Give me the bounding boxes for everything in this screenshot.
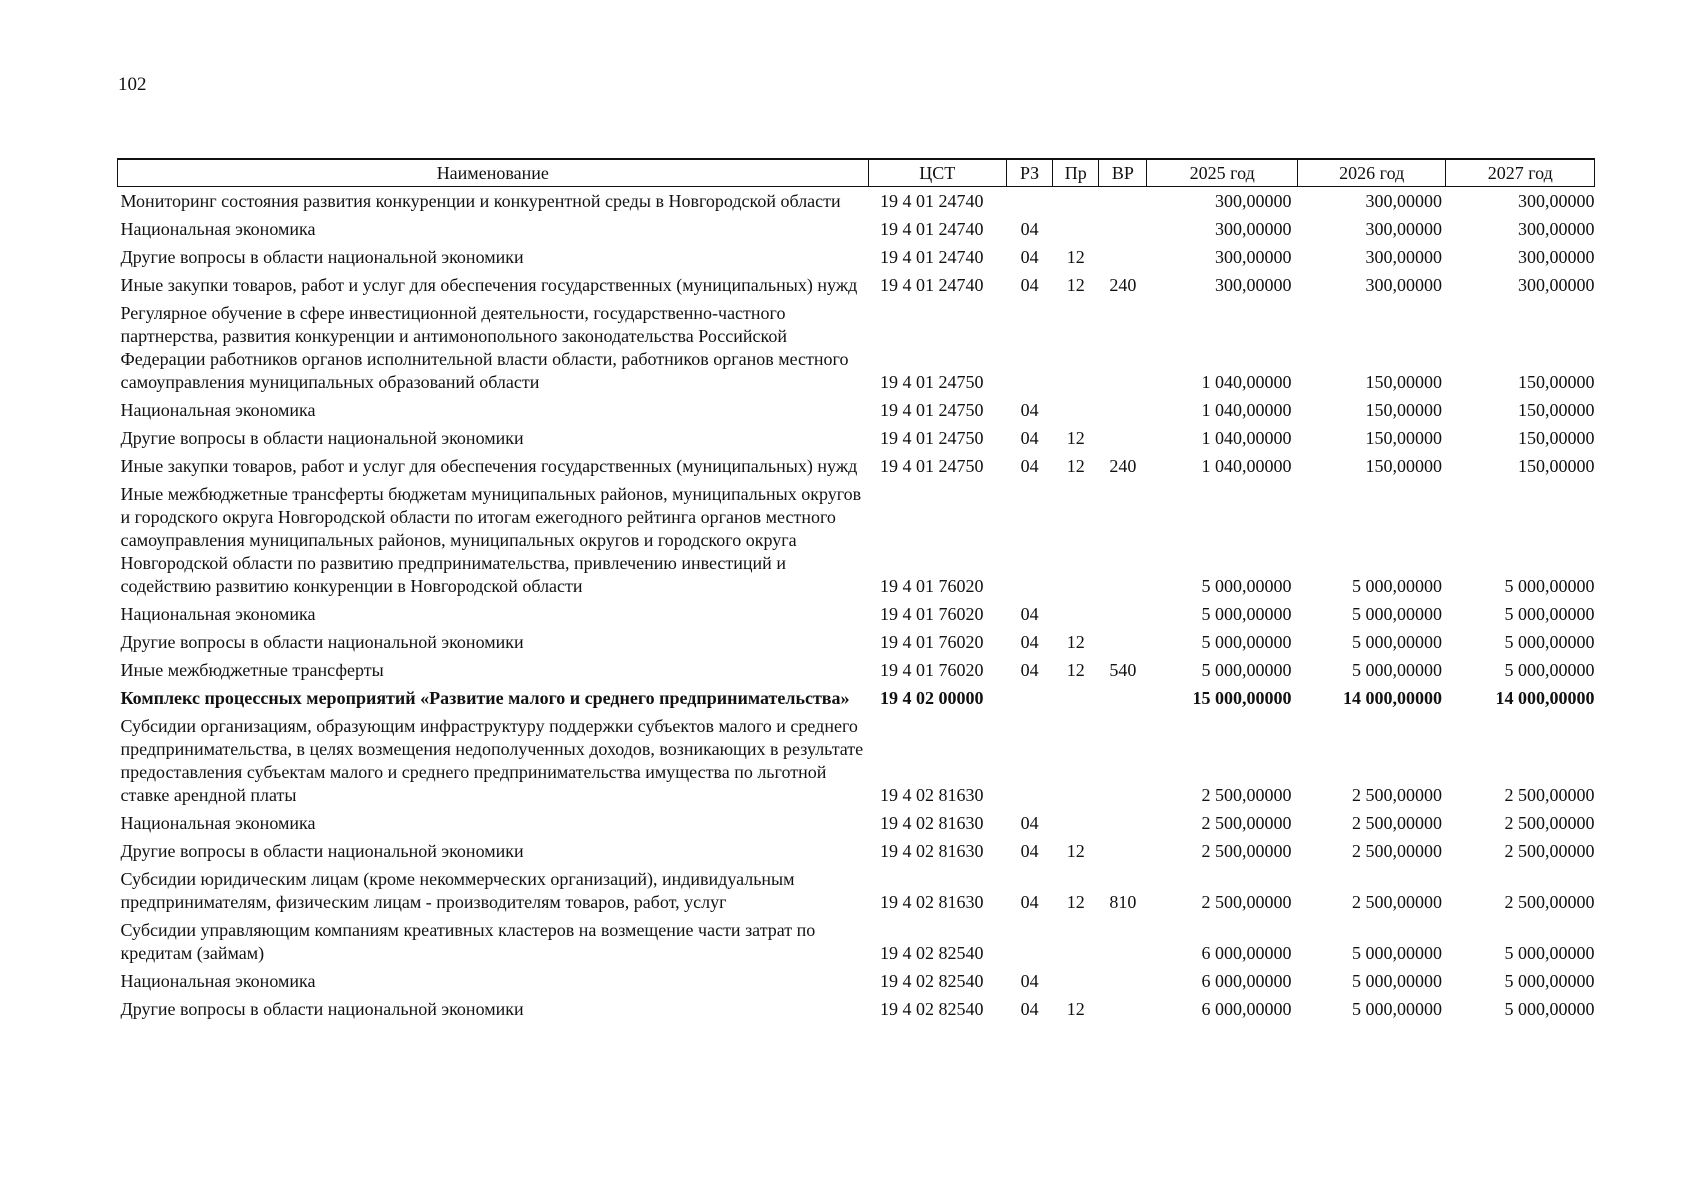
row-cst: 19 4 02 81630 [880, 785, 984, 805]
row-cst: 19 4 02 82540 [880, 943, 984, 963]
row-rz [1007, 712, 1053, 809]
row-2026: 2 500,00000 [1351, 892, 1442, 912]
row-cst: 19 4 01 76020 [880, 632, 984, 652]
row-name: Иные межбюджетные трансферты [120, 660, 384, 680]
row-name: Субсидии организациям, образующим инфраструктуру поддержки субъектов малого и среднего предпринимательства, в целях возмещения недополученных доходов, возникающих в результате предоставления субъектам малого и среднего предпринимательства имущества по льготной ставке арендной платы [120, 716, 864, 805]
row-rz [1007, 187, 1053, 216]
table-row [118, 396, 1595, 424]
table-row [118, 865, 1595, 916]
row-cst: 19 4 02 82540 [880, 999, 984, 1019]
row-name: Национальная экономика [120, 219, 316, 239]
row-vr [1099, 299, 1147, 396]
table-row [118, 215, 1595, 243]
row-cst: 19 4 01 76020 [880, 576, 984, 596]
row-2025: 1 040,00000 [1201, 400, 1292, 420]
row-pr [1053, 299, 1099, 396]
row-2026: 14 000,00000 [1342, 688, 1442, 708]
row-rz [1007, 684, 1053, 712]
row-pr: 12 [1066, 428, 1085, 448]
row-2026: 150,00000 [1365, 400, 1442, 420]
row-rz: 04 [1020, 660, 1039, 680]
row-rz: 04 [1020, 219, 1039, 239]
row-vr [1099, 684, 1147, 712]
row-2025: 5 000,00000 [1201, 604, 1292, 624]
row-name: Национальная экономика [120, 971, 316, 991]
row-2025: 5 000,00000 [1201, 632, 1292, 652]
row-2025: 6 000,00000 [1201, 943, 1292, 963]
row-name: Мониторинг состояния развития конкуренции и конкурентной среды в Новгородской области [120, 191, 841, 211]
row-2025: 2 500,00000 [1201, 892, 1292, 912]
row-name: Субсидии управляющим компаниям креативных кластеров на возмещение части затрат по кредитам (займам) [120, 920, 816, 963]
row-pr [1053, 396, 1099, 424]
row-2026: 2 500,00000 [1351, 785, 1442, 805]
row-2027: 2 500,00000 [1504, 785, 1595, 805]
budget-table [117, 158, 1595, 1023]
row-pr: 12 [1066, 275, 1085, 295]
header-rz: РЗ [1007, 159, 1053, 187]
row-pr [1053, 684, 1099, 712]
header-2027: 2027 год [1446, 159, 1595, 187]
row-rz: 04 [1020, 428, 1039, 448]
row-2025: 2 500,00000 [1201, 813, 1292, 833]
row-cst: 19 4 01 24750 [880, 428, 984, 448]
row-2027: 300,00000 [1518, 219, 1595, 239]
header-pr: Пр [1053, 159, 1099, 187]
row-2026: 2 500,00000 [1351, 841, 1442, 861]
row-2025: 300,00000 [1214, 275, 1292, 295]
row-2027: 150,00000 [1518, 400, 1595, 420]
table-row [118, 916, 1595, 967]
row-cst: 19 4 01 76020 [880, 660, 984, 680]
row-2026: 300,00000 [1365, 191, 1442, 211]
row-cst: 19 4 02 81630 [880, 841, 984, 861]
row-rz: 04 [1020, 456, 1039, 476]
row-2025: 1 040,00000 [1201, 456, 1292, 476]
row-cst: 19 4 01 24740 [880, 191, 984, 211]
row-name: Национальная экономика [120, 400, 316, 420]
row-name: Другие вопросы в области национальной экономики [120, 632, 524, 652]
row-2025: 1 040,00000 [1201, 428, 1292, 448]
row-cst: 19 4 02 00000 [880, 688, 984, 708]
table-row [118, 809, 1595, 837]
row-vr [1099, 628, 1147, 656]
row-2027: 300,00000 [1518, 275, 1595, 295]
row-name: Другие вопросы в области национальной экономики [120, 841, 524, 861]
row-pr: 12 [1066, 456, 1085, 476]
row-name: Национальная экономика [120, 813, 316, 833]
row-pr: 12 [1066, 660, 1085, 680]
row-cst: 19 4 01 24750 [880, 400, 984, 420]
row-cst: 19 4 01 24750 [880, 456, 984, 476]
row-pr [1053, 967, 1099, 995]
row-vr [1099, 215, 1147, 243]
row-2026: 150,00000 [1365, 372, 1442, 392]
row-rz: 04 [1020, 999, 1039, 1019]
table-row [118, 967, 1595, 995]
table-row [118, 656, 1595, 684]
row-2027: 150,00000 [1518, 456, 1595, 476]
row-rz [1007, 916, 1053, 967]
row-vr [1099, 187, 1147, 216]
row-2027: 300,00000 [1518, 247, 1595, 267]
row-vr [1099, 424, 1147, 452]
row-rz: 04 [1020, 275, 1039, 295]
row-vr [1099, 480, 1147, 600]
row-2026: 5 000,00000 [1351, 604, 1442, 624]
row-name: Другие вопросы в области национальной экономики [120, 428, 524, 448]
row-pr [1053, 480, 1099, 600]
row-2026: 5 000,00000 [1351, 660, 1442, 680]
row-vr: 810 [1109, 892, 1137, 912]
row-2027: 5 000,00000 [1504, 632, 1595, 652]
row-rz: 04 [1020, 971, 1039, 991]
row-vr [1099, 712, 1147, 809]
row-vr [1099, 396, 1147, 424]
row-name: Иные закупки товаров, работ и услуг для обеспечения государственных (муниципальных) нужд [120, 456, 858, 476]
row-2026: 300,00000 [1365, 275, 1442, 295]
row-cst: 19 4 02 81630 [880, 813, 984, 833]
row-name: Комплекс процессных мероприятий «Развитие малого и среднего предпринимательства» [120, 688, 850, 708]
table-row [118, 243, 1595, 271]
table-row [118, 299, 1595, 396]
row-2027: 2 500,00000 [1504, 841, 1595, 861]
row-cst: 19 4 01 24740 [880, 247, 984, 267]
row-2026: 150,00000 [1365, 428, 1442, 448]
row-2025: 1 040,00000 [1201, 372, 1292, 392]
row-2026: 150,00000 [1365, 456, 1442, 476]
row-pr: 12 [1066, 892, 1085, 912]
row-rz [1007, 299, 1053, 396]
row-2025: 300,00000 [1214, 191, 1292, 211]
row-vr [1099, 995, 1147, 1023]
row-2026: 2 500,00000 [1351, 813, 1442, 833]
row-name: Другие вопросы в области национальной экономики [120, 999, 524, 1019]
row-rz: 04 [1020, 813, 1039, 833]
table-body [118, 187, 1595, 1024]
row-pr [1053, 187, 1099, 216]
row-cst: 19 4 02 82540 [880, 971, 984, 991]
row-name: Иные межбюджетные трансферты бюджетам муниципальных районов, муниципальных округов и городского округа Новгородской области по итогам ежегодного рейтинга органов местного самоуправления муниципальных районов, муниципальных округов и городского округа Новгородской области по развитию предпринимательства, привлечению инвестиций и содействию развитию конкуренции в Новгородской области [120, 484, 862, 596]
header-name: Наименование [118, 159, 869, 187]
row-vr [1099, 916, 1147, 967]
row-vr [1099, 600, 1147, 628]
row-2025: 2 500,00000 [1201, 841, 1292, 861]
table-row [118, 628, 1595, 656]
row-2025: 6 000,00000 [1201, 971, 1292, 991]
row-2026: 5 000,00000 [1351, 999, 1442, 1019]
row-2025: 300,00000 [1214, 247, 1292, 267]
row-cst: 19 4 01 76020 [880, 604, 984, 624]
row-cst: 19 4 01 24740 [880, 219, 984, 239]
row-2027: 2 500,00000 [1504, 813, 1595, 833]
header-cst: ЦСТ [868, 159, 1006, 187]
row-2027: 5 000,00000 [1504, 971, 1595, 991]
table-row [118, 424, 1595, 452]
row-2026: 300,00000 [1365, 219, 1442, 239]
row-2027: 5 000,00000 [1504, 943, 1595, 963]
table-row [118, 837, 1595, 865]
row-pr [1053, 600, 1099, 628]
row-2027: 5 000,00000 [1504, 999, 1595, 1019]
row-vr: 540 [1109, 660, 1137, 680]
row-2027: 5 000,00000 [1504, 604, 1595, 624]
row-name: Иные закупки товаров, работ и услуг для обеспечения государственных (муниципальных) нужд [120, 275, 858, 295]
row-2025: 6 000,00000 [1201, 999, 1292, 1019]
row-vr: 240 [1109, 456, 1137, 476]
row-pr [1053, 916, 1099, 967]
row-rz: 04 [1020, 604, 1039, 624]
row-2027: 5 000,00000 [1504, 660, 1595, 680]
row-2027: 150,00000 [1518, 372, 1595, 392]
row-cst: 19 4 01 24740 [880, 275, 984, 295]
row-2025: 5 000,00000 [1201, 660, 1292, 680]
row-2025: 5 000,00000 [1201, 576, 1292, 596]
row-2027: 2 500,00000 [1504, 892, 1595, 912]
header-2026: 2026 год [1297, 159, 1446, 187]
row-rz [1007, 480, 1053, 600]
row-rz: 04 [1020, 400, 1039, 420]
table-row [118, 271, 1595, 299]
row-2026: 5 000,00000 [1351, 943, 1442, 963]
row-2027: 150,00000 [1518, 428, 1595, 448]
row-pr [1053, 809, 1099, 837]
row-vr: 240 [1109, 275, 1137, 295]
table-row [118, 480, 1595, 600]
row-cst: 19 4 01 24750 [880, 372, 984, 392]
row-pr: 12 [1066, 247, 1085, 267]
row-name: Субсидии юридическим лицам (кроме некоммерческих организаций), индивидуальным предпринимателям, физическим лицам - производителям товаров, работ, услуг [120, 869, 795, 912]
row-2027: 14 000,00000 [1495, 688, 1595, 708]
table-row [118, 712, 1595, 809]
row-rz: 04 [1020, 892, 1039, 912]
header-vr: ВР [1099, 159, 1147, 187]
row-2027: 300,00000 [1518, 191, 1595, 211]
row-rz: 04 [1020, 247, 1039, 267]
row-pr: 12 [1066, 632, 1085, 652]
row-name: Другие вопросы в области национальной экономики [120, 247, 524, 267]
row-2026: 5 000,00000 [1351, 632, 1442, 652]
table-header [118, 159, 1595, 187]
row-2027: 5 000,00000 [1504, 576, 1595, 596]
row-vr [1099, 243, 1147, 271]
table-row [118, 995, 1595, 1023]
row-vr [1099, 837, 1147, 865]
row-2025: 2 500,00000 [1201, 785, 1292, 805]
table-row [118, 187, 1595, 216]
row-2026: 5 000,00000 [1351, 576, 1442, 596]
row-vr [1099, 967, 1147, 995]
row-name: Национальная экономика [120, 604, 316, 624]
table-row [118, 452, 1595, 480]
row-rz: 04 [1020, 841, 1039, 861]
row-rz: 04 [1020, 632, 1039, 652]
page-number: 102 [118, 74, 147, 95]
row-name: Регулярное обучение в сфере инвестиционной деятельности, государственно-частного партнерства, развития конкуренции и антимонопольного законодательства Российской Федерации работников органов исполнительной власти области, работников органов местного самоуправления муниципальных образований области [120, 303, 849, 392]
row-pr [1053, 712, 1099, 809]
row-vr [1099, 809, 1147, 837]
row-pr: 12 [1066, 841, 1085, 861]
row-2025: 15 000,00000 [1192, 688, 1292, 708]
row-pr: 12 [1066, 999, 1085, 1019]
row-2025: 300,00000 [1214, 219, 1292, 239]
header-2025: 2025 год [1147, 159, 1298, 187]
row-2026: 5 000,00000 [1351, 971, 1442, 991]
table-row [118, 684, 1595, 712]
row-cst: 19 4 02 81630 [880, 892, 984, 912]
row-2026: 300,00000 [1365, 247, 1442, 267]
table-row [118, 600, 1595, 628]
row-pr [1053, 215, 1099, 243]
